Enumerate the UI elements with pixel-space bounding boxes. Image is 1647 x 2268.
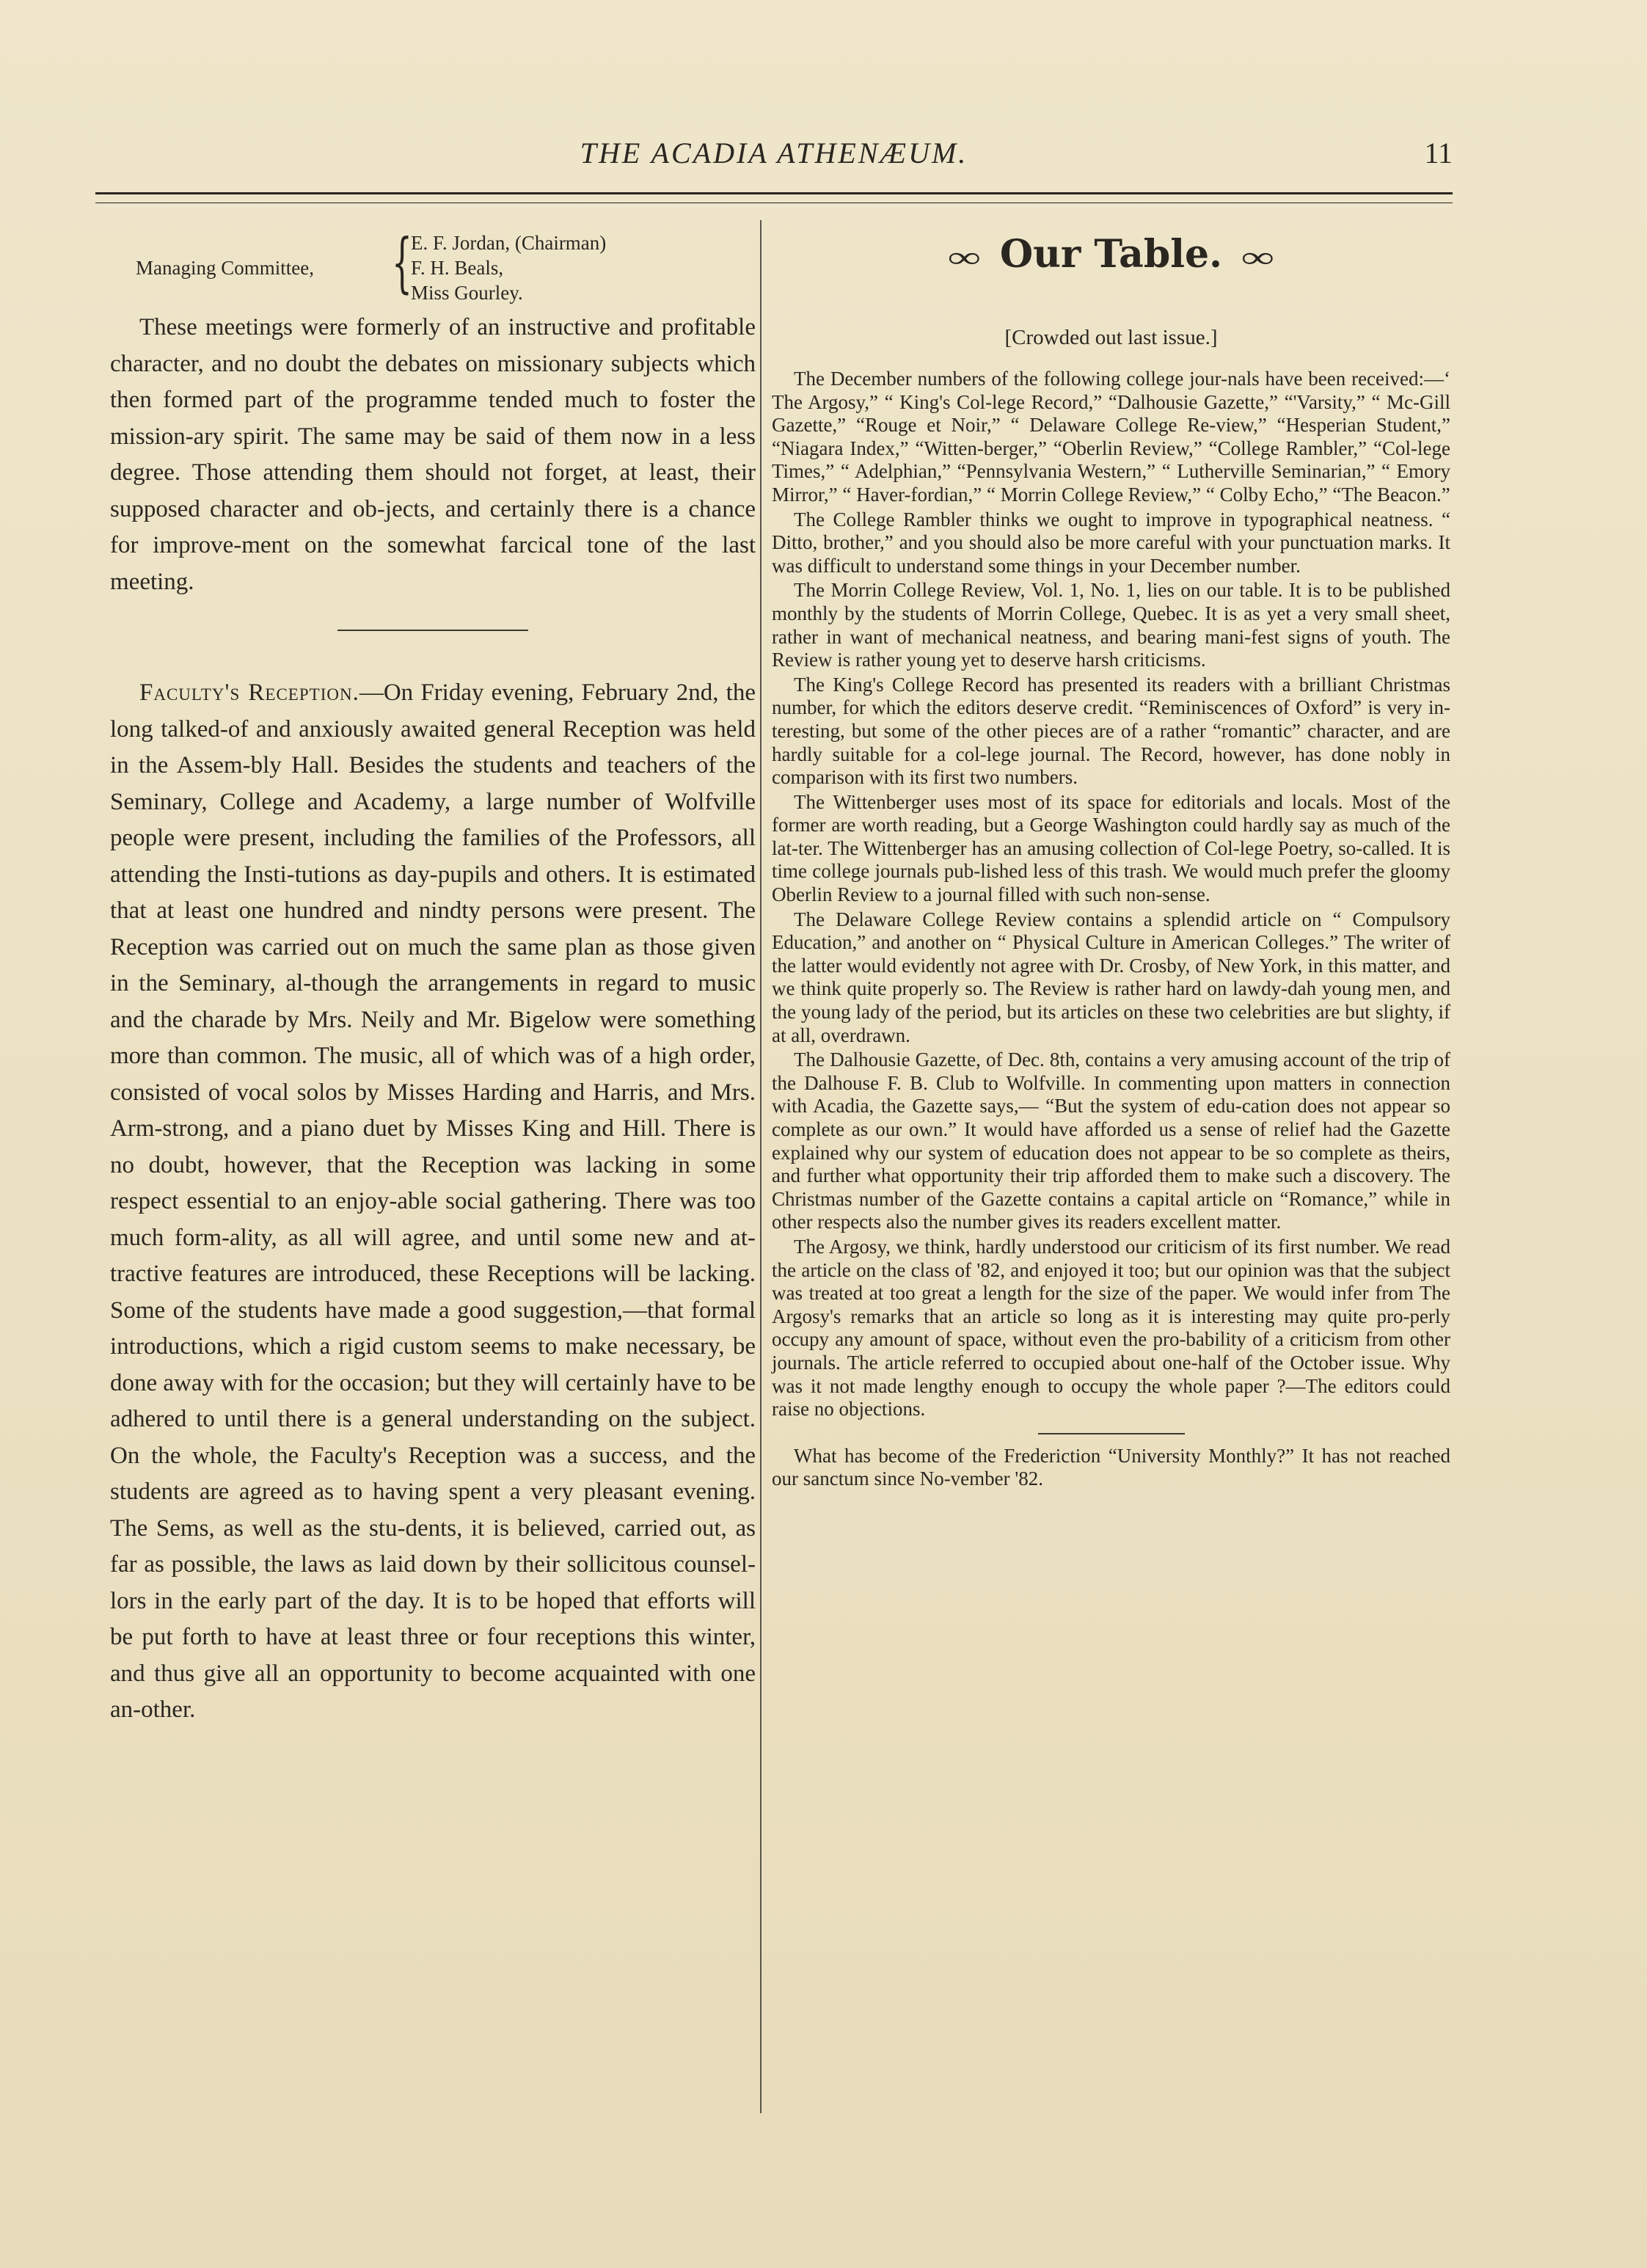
running-title: THE ACADIA ATHENÆUM. (580, 136, 968, 169)
brace-icon: { (392, 225, 412, 300)
faculty-reception-article (110, 675, 756, 1729)
page-header (95, 136, 1453, 180)
header-rule-top (95, 192, 1453, 194)
section-separator (337, 630, 528, 631)
scroll-ornament-icon: ∞ (1241, 241, 1275, 274)
article-heading: Faculty's Reception. (139, 679, 359, 706)
our-table-masthead (772, 222, 1450, 288)
section-separator (1038, 1433, 1185, 1434)
committee-member: E. F. Jordan, (Chairman) (411, 232, 607, 254)
page-number: 11 (1424, 136, 1453, 169)
article-paragraph (110, 675, 756, 1729)
exchange-paragraph: The Delaware College Review contains a splendid article on “ Compulsory Education,” and another on “ Physical Culture in American Colleges.” The writer of the latter would evidently not agree with Dr. Crosby, of New York, in this matter, and we think quite properly so. The Review is rather hard on lawdy-dah young men, and the young lady of the period, but its articles on these two celebrities are but slighty, if at all, overdrawn. (772, 908, 1450, 1046)
committee-label: Managing Committee, (136, 257, 314, 279)
committee-members (411, 230, 606, 305)
exchange-paragraph: The Wittenberger uses most of its space for editorials and locals. Most of the former are worth reading, but a George Washington could hardly say as much of the lat-ter. The Wittenberger has an amusing collection of Col-lege Poetry, so-called. It is time college journals pub-lished less of this trash. We would much prefer the gloomy Oberlin Review to a journal filled with such non-sense. (772, 790, 1450, 906)
managing-committee (110, 227, 756, 310)
article-paragraph: These meetings were formerly of an instructive and profitable character, and no doubt the debates on missionary subjects which then formed part of the programme tended much to foster the mission-ary spirit. The same may be said of them now in a less degree. Those attending them should not forget, at least, their supposed character and ob-jects, and certainly there is a chance for improve-ment on the somewhat farcical tone of the last meeting. (110, 314, 756, 595)
missionary-meetings-article (110, 310, 756, 600)
exchange-paragraph: What has become of the Frederiction “University Monthly?” It has not reached our sanctum since No-vember '82. (772, 1444, 1450, 1490)
exchange-paragraph: The Argosy, we think, hardly understood our criticism of its first number. We read the article on the class of '82, and enjoyed it too; but our opinion was that the subject was treated at too great a length for the size of the paper. We would infer from The Argosy's remarks that an article so long as it is interesting may quite pro-perly occupy any amount of space, without even the pro-bability of a criticism from other journals. The article referred to occupied about one-half of the October issue. Why was it not made lengthy enough to occupy the whole paper ?—The editors could raise no objections. (772, 1235, 1450, 1421)
scroll-ornament-icon: ∞ (947, 241, 982, 274)
exchange-paragraph: The College Rambler thinks we ought to improve in typographical neatness. “ Ditto, brother,” and you should also be more careful with your punctuation marks. It was difficult to understand some things in your December number. (772, 508, 1450, 577)
committee-member: Miss Gourley. (411, 282, 523, 304)
section-title: Our Table. (999, 232, 1223, 277)
exchange-paragraph: The King's College Record has presented its readers with a brilliant Christmas number, for which the editors deserve credit. “Reminiscences of Oxford” is very in-teresting, but some of the other pieces are of a rather “romantic” character, and are hardly suitable for a col-lege journal. The Record, however, has done nobly in comparison with its first two numbers. (772, 673, 1450, 789)
exchange-paragraph: The Morrin College Review, Vol. 1, No. 1, lies on our table. It is to be published monthly by the students of Morrin College, Quebec. It is as yet a very small sheet, rather in want of mechanical neatness, and bearing mani-fest signs of youth. The Review is rather young yet to deserve harsh criticisms. (772, 579, 1450, 671)
article-body: —On Friday evening, February 2nd, the long talked-of and anxiously awaited general Reception was held in the Assem-bly Hall. Besides the students and teachers of the Seminary, College and Academy, a large number of Wolfville people were present, including the families of the Professors, all attending the Insti-tutions as day-pupils and others. It is estimated that at least one hundred and nindty persons were present. The Reception was carried out on much the same plan as those given in the Seminary, al-though the arrangements in regard to music and the charade by Mrs. Neily and Mr. Bigelow were something more than common. The music, all of which was of a high order, consisted of vocal solos by Misses Harding and Harris, and Mrs. Arm-strong, and a piano duet by Misses King and Hill. There is no doubt, however, that the Reception was lacking in some respect essential to an enjoy-able social gathering. There was too much form-ality, as all will agree, and until some new and at-tractive features are introduced, these Receptions will be lacking. Some of the students have made a good suggestion,—that formal introductions, which a rigid custom seems to make necessary, be done away with for the occasion; but they will certainly have to be adhered to until there is a general understanding on the subject. On the whole, the Faculty's Reception was a success, and the students are agreed as to having spent a very pleasant evening. The Sems, as well as the stu-dents, it is believed, carried out, as far as possible, the laws as laid down by their sollicitous counsel-lors in the early part of the day. It is to be hoped that efforts will be put forth to have at least three or four receptions this winter, and thus give all an opportunity to become acquainted with one an-other. (110, 679, 756, 1723)
right-column (772, 220, 1450, 1492)
column-divider (760, 220, 762, 2113)
exchange-paragraph: The Dalhousie Gazette, of Dec. 8th, contains a very amusing account of the trip of the Dalhouse F. B. Club to Wolfville. In commenting upon matters in connection with Acadia, the Gazette says,— “But the system of edu-cation does not appear so complete as our own.” It would have afforded us a sense of relief had the Gazette explained why our system of education does not appear to be so complete as theirs, and further what opportunity their trip afforded them to make such a discovery. The Christmas number of the Gazette contains a capital article on “Romance,” while in other respects also the number gives its readers excellent matter. (772, 1049, 1450, 1233)
committee-member: F. H. Beals, (411, 257, 504, 279)
crowded-note: [Crowded out last issue.] (1004, 326, 1218, 349)
exchanges-column-text (772, 368, 1450, 1491)
left-column (110, 220, 756, 1729)
exchange-paragraph: The December numbers of the following college jour-nals have been received:—‘ The Argosy,” “ King's Col-lege Record,” “Dalhousie Gazette,” “'Varsity,” “ Mc-Gill Gazette,” “Rouge et Noir,” “ Delaware College Re-view,” “Hesperian Student,” “Niagara Index,” “Witten-berger,” “Oberlin Review,” “College Rambler,” “Col-lege Times,” “ Adelphian,” “Pennsylvania Western,” “ Lutherville Seminarian,” “ Emory Mirror,” “ Haver-fordian,” “ Morrin College Review,” “ Colby Echo,” “The Beacon.” (772, 368, 1450, 506)
